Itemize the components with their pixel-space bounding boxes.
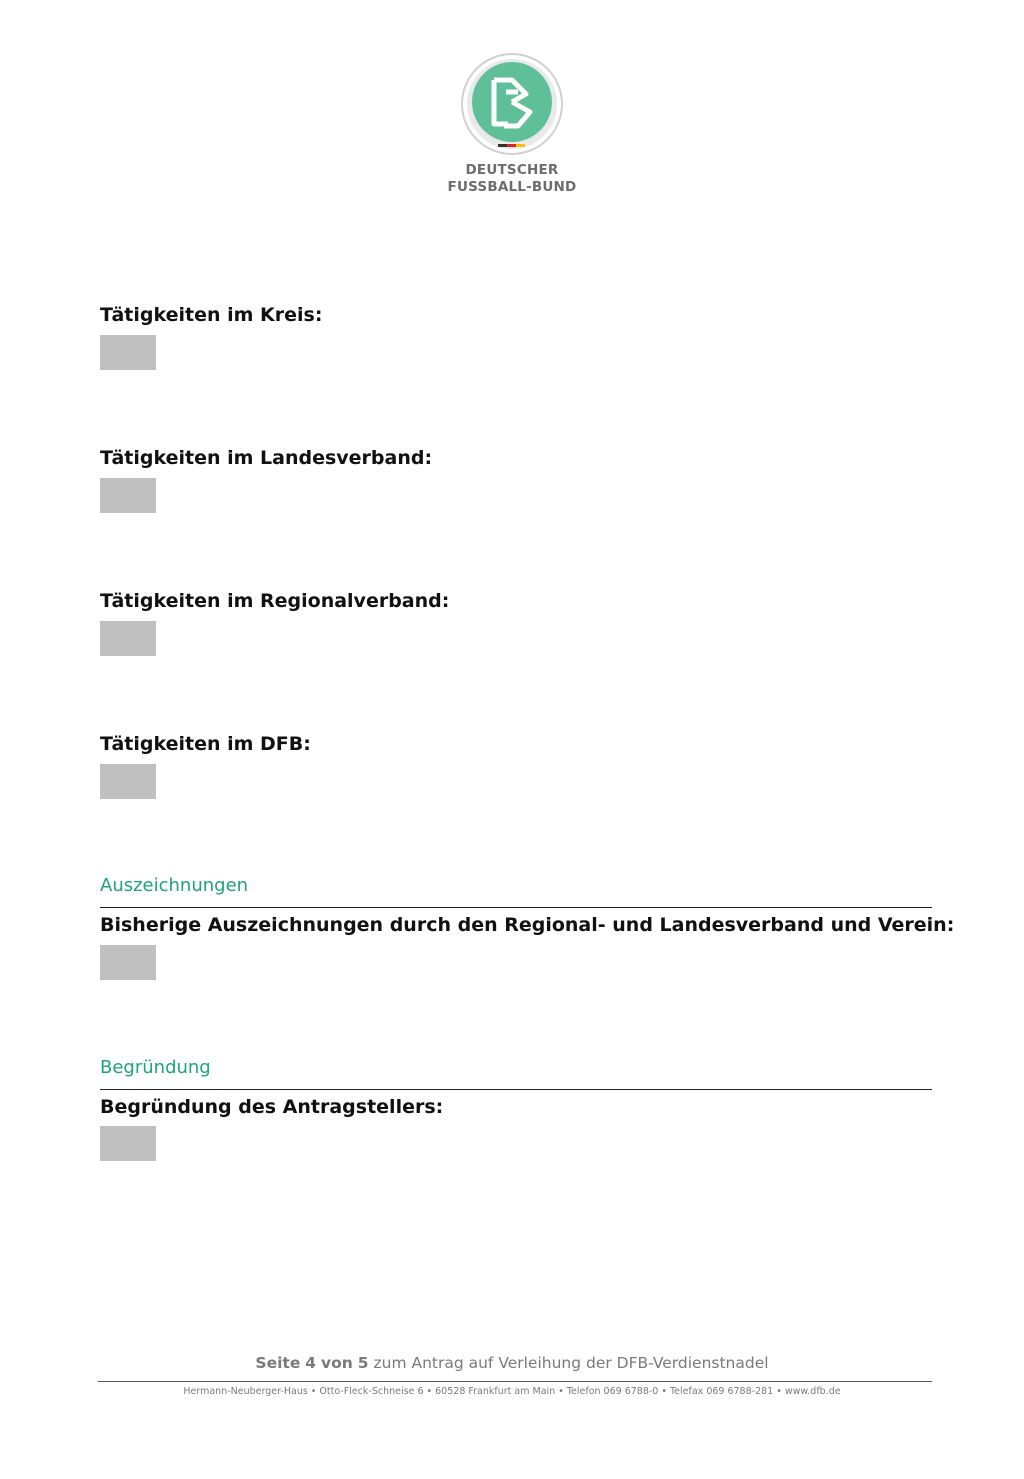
landesverband-label: Tätigkeiten im Landesverband: [100,447,433,469]
regionalverband-field[interactable] [100,621,156,656]
logo-line-deutscher: DEUTSCHER [465,162,559,178]
footer-page-current: 4 [305,1354,317,1372]
dfb-logo [432,52,592,196]
kreis-field[interactable] [100,335,156,370]
footer-address: Hermann-Neuberger-Haus • Otto-Fleck-Schneise 6 • 60528 Frankfurt am Main • Telefon 069 6788-0 • Telefax 069 6788-281 • www.dfb.de [183,1386,841,1397]
dfb-label: Tätigkeiten im DFB: [100,733,311,755]
regionalverband-label: Tätigkeiten im Regionalverband: [100,590,450,612]
kreis-label: Tätigkeiten im Kreis: [100,304,323,326]
page-footer-title [0,1354,1024,1372]
landesverband-field[interactable] [100,478,156,513]
footer-subject: zum Antrag auf Verleihung der DFB-Verdienstnadel [373,1354,769,1372]
auszeichnungen-heading: Auszeichnungen [100,875,249,896]
begruendung-field[interactable] [100,1126,156,1161]
auszeichnungen-field[interactable] [100,945,156,980]
auszeichnungen-label: Bisherige Auszeichnungen durch den Regional- und Landesverband und Verein: [100,914,955,936]
footer-page-total: 5 [357,1354,369,1372]
begruendung-label: Begründung des Antragstellers: [100,1096,444,1118]
footer-von: von [321,1354,353,1372]
begruendung-divider [100,1089,932,1090]
logo-line-fussball-bund: FUSSBALL-BUND [447,179,577,195]
begruendung-heading: Begründung [100,1057,211,1078]
auszeichnungen-divider [100,907,932,908]
footer-seite: Seite [255,1354,301,1372]
footer-divider [98,1381,932,1382]
dfb-field[interactable] [100,764,156,799]
dfb-emblem-icon [460,52,564,156]
